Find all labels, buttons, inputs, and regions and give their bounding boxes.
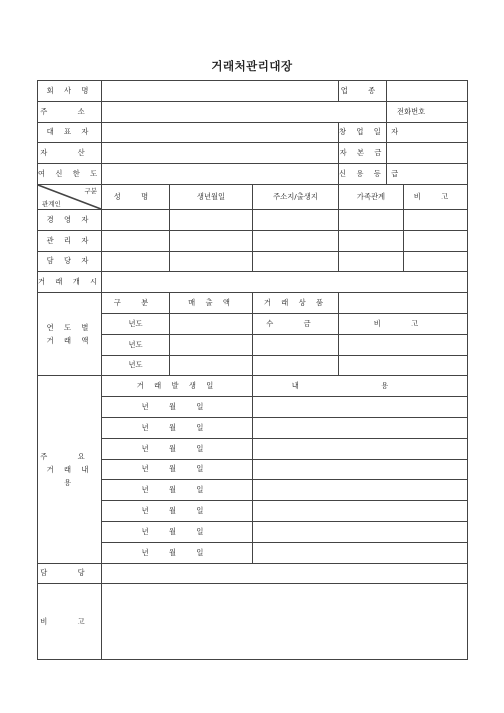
field-pic-remarks[interactable] [404,251,468,272]
list-item [38,501,468,522]
field-address[interactable] [102,101,387,122]
header-name: 성 명 [102,184,170,209]
header-birth: 생년월일 [170,184,253,209]
field-capital[interactable] [387,143,468,164]
row-admin [38,230,468,251]
label-ceo: 대 표 자 [38,122,102,143]
field-admin-family[interactable] [339,230,404,251]
field-manager-name[interactable] [102,209,170,230]
label-note: 비 고 [38,584,102,660]
label-diag-relation: 관계인 [42,199,61,208]
field-trade-date-7[interactable]: 년 월 일 [102,521,253,542]
field-admin-remarks[interactable] [404,230,468,251]
field-trade-content-8[interactable] [253,542,468,563]
row-in-charge [38,563,468,584]
row-company [38,81,468,102]
header-category: 구 분 [102,293,170,314]
row-trade-start [38,272,468,293]
field-company-name[interactable] [102,81,339,102]
label-main-trade-line2: 거 래 내 용 [46,464,93,487]
label-phone: 전화번호 [397,106,426,116]
field-manager-family[interactable] [339,209,404,230]
row-year-2 [38,334,468,355]
field-pic-residence[interactable] [253,251,339,272]
list-item [38,480,468,501]
field-assets[interactable] [102,143,339,164]
field-year-3-sales[interactable] [170,355,253,376]
field-manager-residence[interactable] [253,209,339,230]
label-collection: 수 금 [253,313,339,334]
label-founded: 창 업 일 자 [339,122,387,143]
header-sales: 매 출 액 [170,293,253,314]
field-ceo[interactable] [102,122,339,143]
list-item [38,459,468,480]
label-main-trade-line1: 주 요 [40,451,99,461]
list-item [38,542,468,563]
diagonal-header-cell [38,184,102,209]
label-capital: 자 본 금 [339,143,387,164]
label-company-name: 회 사 명 [38,81,102,102]
label-main-trade [38,376,102,563]
label-year-1: 년도 [102,313,170,334]
header-trade-date: 거 래 발 생 일 [102,376,253,397]
row-yearly-header [38,293,468,314]
row-manager [38,209,468,230]
label-credit-grade: 신 용 등 급 [339,164,387,185]
label-assets: 자 산 [38,143,102,164]
label-yearly-trade-line1: 연 도 별 [46,323,93,333]
field-trade-date-4[interactable]: 년 월 일 [102,459,253,480]
list-item [38,397,468,418]
label-credit-limit: 여 신 한 도 [38,164,102,185]
field-year-2-sales[interactable] [170,334,253,355]
field-trade-date-6[interactable]: 년 월 일 [102,501,253,522]
field-trade-date-1[interactable]: 년 월 일 [102,397,253,418]
label-yearly-remarks: 비 고 [339,313,468,334]
field-trade-content-5[interactable] [253,480,468,501]
field-pic-birth[interactable] [170,251,253,272]
field-phone[interactable] [387,101,468,122]
header-residence: 주소지/출생지 [253,184,339,209]
client-ledger-table [37,80,468,660]
field-year-3-collection[interactable] [253,355,339,376]
field-in-charge[interactable] [102,563,468,584]
field-pic-name[interactable] [102,251,170,272]
field-year-2-collection[interactable] [253,334,339,355]
field-trade-content-4[interactable] [253,459,468,480]
row-main-trade-header [38,376,468,397]
field-trade-date-3[interactable]: 년 월 일 [102,438,253,459]
field-year-3-remarks[interactable] [339,355,468,376]
label-address: 주 소 [38,101,102,122]
field-yearly-extra[interactable] [339,293,468,314]
row-relations-header [38,184,468,209]
row-address [38,101,468,122]
field-trade-date-5[interactable]: 년 월 일 [102,480,253,501]
label-manager: 경 영 자 [38,209,102,230]
field-year-1-sales[interactable] [170,313,253,334]
field-trade-date-8[interactable]: 년 월 일 [102,542,253,563]
field-trade-content-7[interactable] [253,521,468,542]
header-goods: 거 래 상 품 [253,293,339,314]
field-admin-birth[interactable] [170,230,253,251]
field-credit-limit[interactable] [102,164,339,185]
row-year-1 [38,313,468,334]
label-year-3: 년도 [102,355,170,376]
field-pic-family[interactable] [339,251,404,272]
field-note[interactable] [102,584,468,660]
label-business-type: 업 종 [339,81,387,102]
field-admin-name[interactable] [102,230,170,251]
list-item [38,521,468,542]
label-yearly-trade [38,293,102,376]
header-family: 가족관계 [339,184,404,209]
list-item [38,438,468,459]
row-note [38,584,468,660]
field-trade-content-6[interactable] [253,501,468,522]
row-assets [38,143,468,164]
field-trade-content-1[interactable] [253,397,468,418]
field-trade-content-3[interactable] [253,438,468,459]
list-item [38,417,468,438]
field-trade-content-2[interactable] [253,417,468,438]
label-person-in-charge: 담 당 자 [38,251,102,272]
row-credit [38,164,468,185]
label-in-charge: 담 당 [38,563,102,584]
field-trade-start[interactable] [102,272,468,293]
field-trade-date-2[interactable]: 년 월 일 [102,417,253,438]
field-year-2-remarks[interactable] [339,334,468,355]
row-ceo [38,122,468,143]
field-manager-remarks[interactable] [404,209,468,230]
field-manager-birth[interactable] [170,209,253,230]
label-admin: 관 리 자 [38,230,102,251]
label-year-2: 년도 [102,334,170,355]
page-title: 거래처관리대장 [211,59,293,73]
header-remarks: 비 고 [404,184,468,209]
label-yearly-trade-line2: 거 래 액 [46,336,93,346]
row-year-3 [38,355,468,376]
row-person-in-charge [38,251,468,272]
field-business-type[interactable] [387,81,468,102]
label-trade-start: 거 래 개 시 [38,272,102,293]
label-diag-category: 구분 [84,186,97,195]
header-content: 내 용 [253,376,468,397]
field-admin-residence[interactable] [253,230,339,251]
